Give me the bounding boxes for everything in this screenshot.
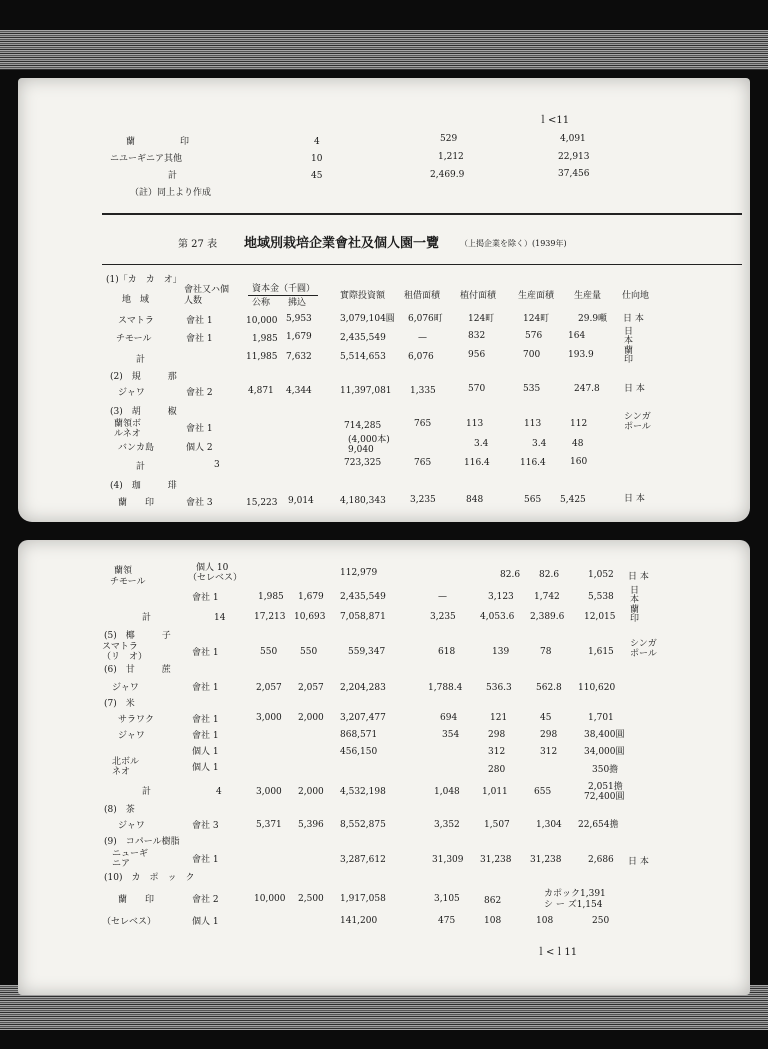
header-lease: 租借面積 xyxy=(404,291,441,301)
header-planted: 植付面積 xyxy=(460,291,497,301)
category-cinchona: (2) 規 那 xyxy=(110,372,177,382)
header-rule xyxy=(102,264,742,265)
top-page: ｌ<11 蘭 印 4 529 4,091 ニユーギニア其他 10 1,212 22,913 計 45 2,469.9 37,456 （註）同上より作成 第 27 表 地域別栽培企業會社及個人園一覽 （上掲企業を除く）(1939年) (1)「カ カ オ」 地 域 會社又ハ個人数 資本金（千圓） 公称 拂込 實際投資額 租借面積 植付面積 生産面積 生産量 仕向地 スマトラ 會社 1 10,000 5,953 3,079,104圓 6,076町 124町 124町 29.9噸 日 本 チモール 會社 1 1,985 1,679 2,435,549 — 832 576 164 日 本 蘭 印 計 11,985 7,632 5,514,653 6,076 956 700 193.9 (2) 規 那 ジャワ 會社 2 4,871 4,344 11,397,081 1,335 570 535 247.8 日 本 (3) 胡 椒 蘭領ボルネオ 會社 1 714,285 765 113 113 112 シンガポール バンカ島 個人 2 (4,000本) 9,040 3.4 3.4 48 計 3 723,325 765 116.4 116.4 160 (4) 珈 琲 蘭 印 會社 3 15,223 9,014 4,180,343 3,235 848 565 5,425 日 本 xyxy=(18,78,750,522)
header-capital-paid: 拂込 xyxy=(288,298,307,308)
table-subtitle: （上掲企業を除く）(1939年) xyxy=(460,239,567,248)
header-region: 地 域 xyxy=(122,295,150,305)
header-capital-nominal: 公称 xyxy=(252,298,271,308)
bottom-page: 蘭領 個人 10 （セレベス） 112,979 82.6 82.6 1,052 日 本 チモール 會社 1 1,985 1,679 2,435,549 — 3,123 1,742 5,538 日 本 蘭 印 計 14 17,213 10,693 7,058,871 3,235 4,053.6 2,389.6 12,015 (5) 椰 子 スマトラ（リ オ） 會社 1 550 550 559,347 618 139 78 1,615 シンガポール (6) 甘 蔗 ジャワ 會社 1 2,057 2,057 2,204,283 1,788.4 536.3 562.8 110,620 (7) 米 サラワク 會社 1 3,000 2,000 3,207,477 694 121 45 1,701 ジャワ 會社 1 868,571 354 298 298 38,400圓 個人 1 456,150 312 312 34,000圓 北ボルネオ 個人 1 280 350擔 計 4 3,000 2,000 4,532,198 1,048 1,011 655 2,051擔 72,400圓 (8) 茶 ジャワ 會社 3 5,371 5,396 8,552,875 3,352 1,507 1,304 22,654擔 (9) コパール樹脂 ニューギニア 會社 1 3,287,612 31,309 31,238 31,238 2,686 日 本 (10) カ ポ ッ ク 蘭 印 會社 2 10,000 2,500 1,917,058 3,105 862 カポック1,391 シ ー ズ1,154 （セレベス） 個人 1 141,200 475 108 108 250 ｌ<ｌ11 xyxy=(18,540,750,995)
page-number: ｌ<ｌ11 xyxy=(536,947,578,958)
category-tea: (8) 茶 xyxy=(104,805,135,815)
header-investment: 實際投資額 xyxy=(340,291,386,301)
header-capital: 資本金（千圓） xyxy=(252,284,316,294)
category-coconut: (5) 椰 子 xyxy=(104,631,171,641)
category-kapok: (10) カ ポ ッ ク xyxy=(104,873,195,883)
page-number: ｌ<11 xyxy=(538,115,570,126)
category-sugarcane: (6) 甘 蔗 xyxy=(104,665,171,675)
table-number: 第 27 表 xyxy=(178,239,218,250)
header-type: 會社又ハ個人数 xyxy=(184,285,230,306)
category-copal: (9) コパール樹脂 xyxy=(104,837,180,847)
category-coffee: (4) 珈 琲 xyxy=(110,481,177,491)
category-cacao: (1)「カ カ オ」 xyxy=(106,275,182,285)
category-rice: (7) 米 xyxy=(104,699,135,709)
region-timor: チモール xyxy=(110,577,146,587)
table-title: 地域別栽培企業會社及個人園一覽 xyxy=(244,236,440,251)
table-top-rule xyxy=(102,213,742,215)
category-pepper: (3) 胡 椒 xyxy=(110,407,177,417)
header-output: 生産量 xyxy=(574,291,602,301)
header-producing: 生産面積 xyxy=(518,291,555,301)
header-destination: 仕向地 xyxy=(622,291,650,301)
source-note: （註）同上より作成 xyxy=(130,188,212,198)
book-edge-top xyxy=(0,30,768,70)
